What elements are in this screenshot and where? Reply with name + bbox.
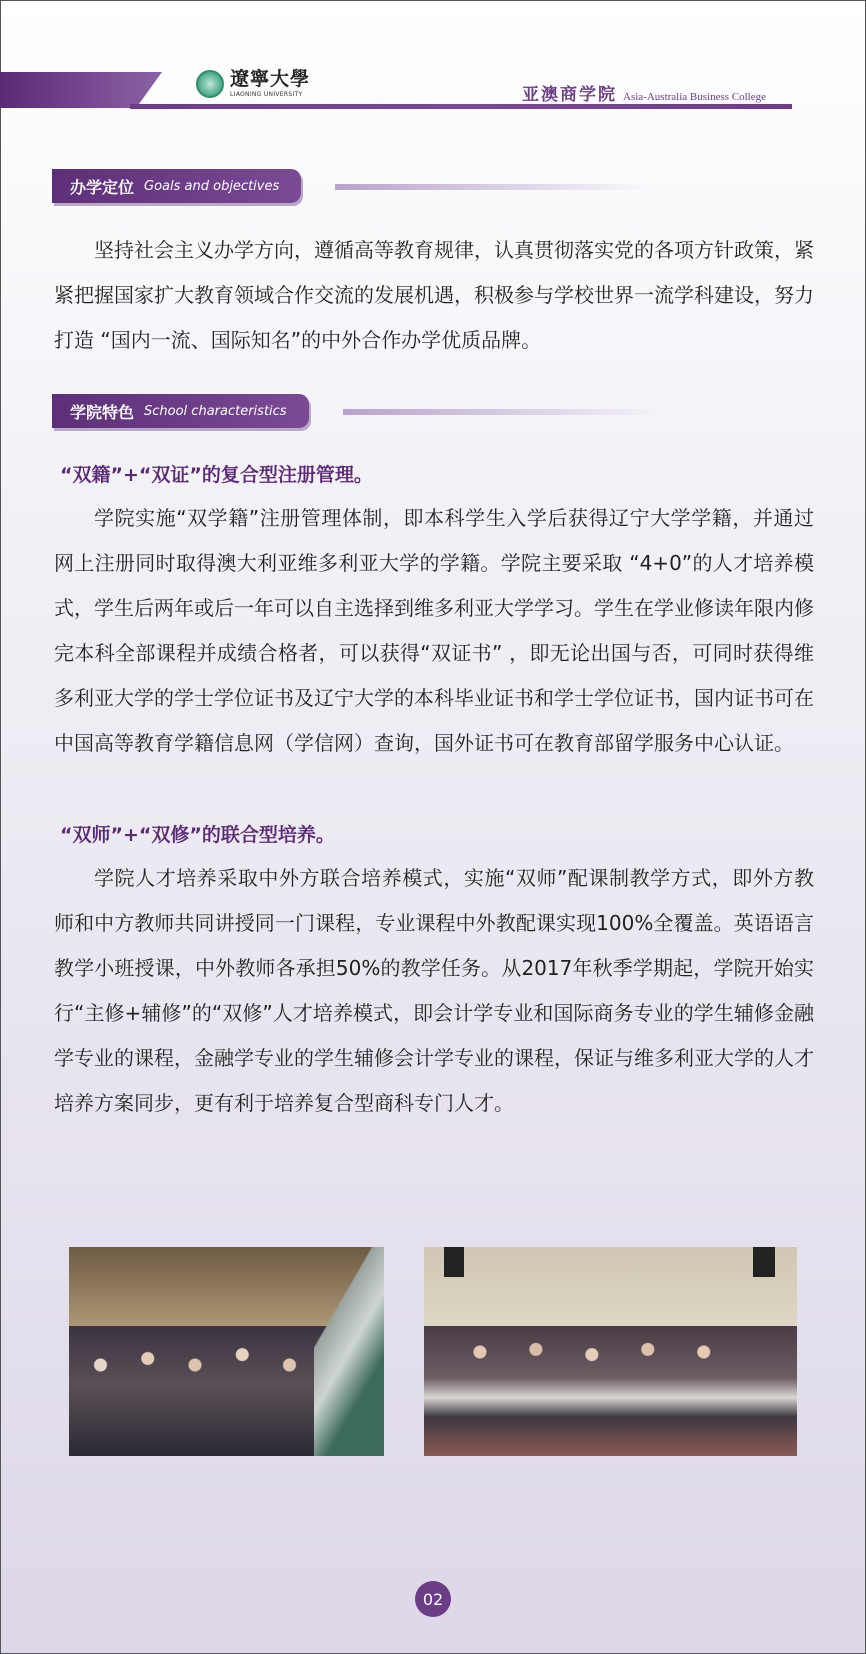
feature-heading-joint-training: “双师”+“双修”的联合型培养。 (60, 824, 335, 846)
feature-heading-dual-registration: “双籍”+“双证”的复合型注册管理。 (60, 464, 373, 486)
feature-text: 学院人才培养采取中外方联合培养模式，实施“双师”配课制教学方式，即外方教师和中方教师共同讲授同一门课程，专业课程中外教配课实现100%全覆盖。英语语言教学小班授课，中外教师各承担50%的教学任务。从2017年秋季学期起，学院开始实行“主修+辅修”的“双修”人才培养模式，即会计学专业和国际商务专业的学生辅修金融学专业的课程，金融学专业的学生辅修会计学专业的课程，保证与维多利亚大学的人才培养方案同步，更有利于培养复合型商科专门人才。 (54, 866, 814, 1115)
college-name (522, 80, 766, 105)
section-title-en: Goals and objectives (144, 178, 280, 194)
group-photo-left (69, 1247, 384, 1456)
section-title-cn: 学院特色 (70, 402, 135, 422)
section-fade-line (335, 184, 655, 190)
university-name-en: LIAONING UNIVERSITY (230, 91, 303, 98)
section-tab (52, 394, 309, 428)
section-fade-line (343, 409, 663, 415)
feature-paragraph-joint-training (54, 856, 814, 1126)
section-title-en: School characteristics (144, 403, 287, 419)
page-number-badge: 02 (415, 1581, 451, 1617)
feature-text: 学院实施“双学籍”注册管理体制，即本科学生入学后获得辽宁大学学籍，并通过网上注册同时取得澳大利亚维多利亚大学的学籍。学院主要采取 “4+0”的人才培养模式，学生后两年或后一年可以自主选择到维多利亚大学学习。学生在学业修读年限内修完本科全部课程并成绩合格者，可以获得“双证书” ，即无论出国与否，可同时获得维多利亚大学的学士学位证书及辽宁大学的本科毕业证书和学士学位证书，国内证书可在中国高等教育学籍信息网（学信网）查询，国外证书可在教育部留学服务中心认证。 (54, 506, 814, 755)
university-logo (196, 70, 310, 98)
university-emblem-icon (196, 70, 224, 98)
group-photo-right (424, 1247, 797, 1456)
college-name-cn: 亚澳商学院 (522, 85, 618, 105)
goals-paragraph (54, 228, 814, 363)
goals-text: 坚持社会主义办学方向，遵循高等教育规律，认真贯彻落实党的各项方针政策，紧紧把握国家扩大教育领域合作交流的发展机遇，积极参与学校世界一流学科建设，努力打造 “国内一流、国际知名”的中外合作办学优质品牌。 (54, 238, 814, 352)
header-accent-band (0, 72, 162, 108)
feature-paragraph-dual-registration (54, 496, 814, 766)
section-tab (52, 169, 301, 203)
section-title-cn: 办学定位 (70, 177, 135, 197)
university-name-cn: 遼寧大學 (230, 68, 311, 90)
college-name-en: Asia-Australia Business College (623, 91, 766, 103)
